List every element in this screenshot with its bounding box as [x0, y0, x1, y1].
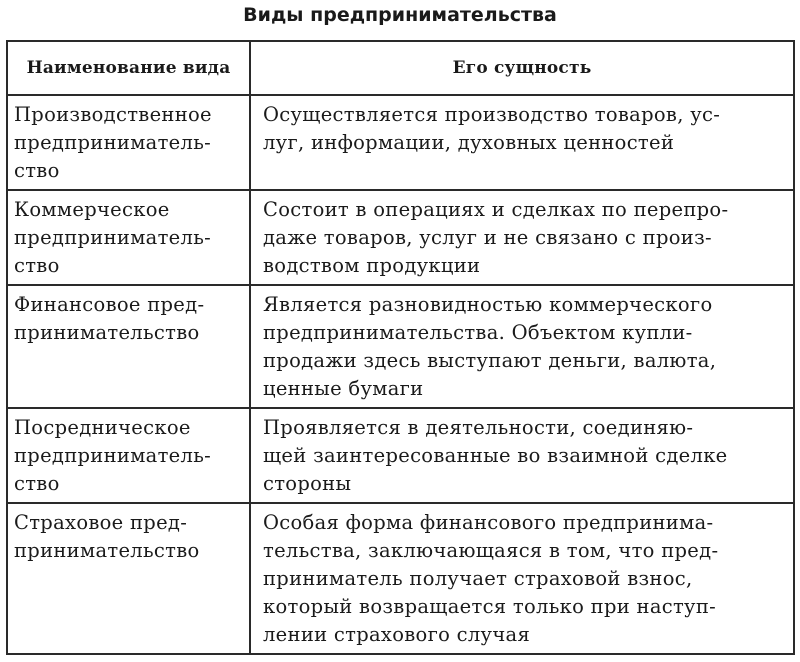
type-name-line: предприниматель- — [14, 131, 212, 154]
type-essence-line: даже товаров, услуг и не связано с произ- — [263, 226, 712, 249]
type-essence-line: луг, информации, духовных ценностей — [263, 131, 675, 154]
type-name-line: принимательство — [14, 321, 200, 344]
type-name-line: Страховое пред- — [14, 511, 188, 534]
type-essence-line: приниматель получает страховой взнос, — [263, 567, 693, 590]
type-name-line: принимательство — [14, 539, 200, 562]
table-row — [7, 95, 794, 190]
type-essence-line: тельства, заключающаяся в том, что пред- — [263, 539, 719, 562]
type-name-line: ство — [14, 254, 60, 277]
table-row — [7, 285, 794, 408]
type-essence-line: предпринимательства. Объектом купли- — [263, 321, 693, 344]
type-essence-line: Состоит в операциях и сделках по перепро- — [263, 198, 729, 221]
type-essence-cell — [250, 408, 794, 503]
table-row — [7, 408, 794, 503]
table-row — [7, 190, 794, 285]
column-header-essence: Его сущность — [250, 41, 794, 95]
type-essence-line: стороны — [263, 472, 352, 495]
page-title: Виды предпринимательства — [243, 4, 557, 26]
type-name-line: Посредническое — [14, 416, 191, 439]
type-name-cell — [7, 503, 250, 654]
table-header-row — [7, 41, 794, 95]
type-essence-line: Осуществляется производство товаров, ус- — [263, 103, 721, 126]
type-name-line: ство — [14, 472, 60, 495]
table-row — [7, 503, 794, 654]
type-name-cell — [7, 95, 250, 190]
type-essence-line: водством продукции — [263, 254, 481, 277]
type-essence-cell — [250, 190, 794, 285]
type-name-line: Производственное — [14, 103, 212, 126]
type-name-cell — [7, 190, 250, 285]
type-essence-line: Является разновидностью коммерческого — [263, 293, 713, 316]
type-essence-line: щей заинтересованные во взаимной сделке — [263, 444, 728, 467]
type-essence-cell — [250, 503, 794, 654]
column-header-name: Наименование вида — [7, 41, 250, 95]
type-name-line: предприниматель- — [14, 226, 212, 249]
entrepreneurship-types-table — [6, 40, 795, 655]
type-essence-cell — [250, 285, 794, 408]
type-essence-line: Проявляется в деятельности, соединяю- — [263, 416, 694, 439]
type-essence-line: Особая форма финансового предпринима- — [263, 511, 714, 534]
type-name-line: предприниматель- — [14, 444, 212, 467]
type-name-line: Финансовое пред- — [14, 293, 205, 316]
type-essence-cell — [250, 95, 794, 190]
type-essence-line: лении страхового случая — [263, 623, 531, 646]
type-name-cell — [7, 408, 250, 503]
type-essence-line: ценные бумаги — [263, 377, 424, 400]
type-essence-line: который возвращается только при наступ- — [263, 595, 717, 618]
type-name-line: ство — [14, 159, 60, 182]
type-name-cell — [7, 285, 250, 408]
type-essence-line: продажи здесь выступают деньги, валюта, — [263, 349, 717, 372]
type-name-line: Коммерческое — [14, 198, 170, 221]
